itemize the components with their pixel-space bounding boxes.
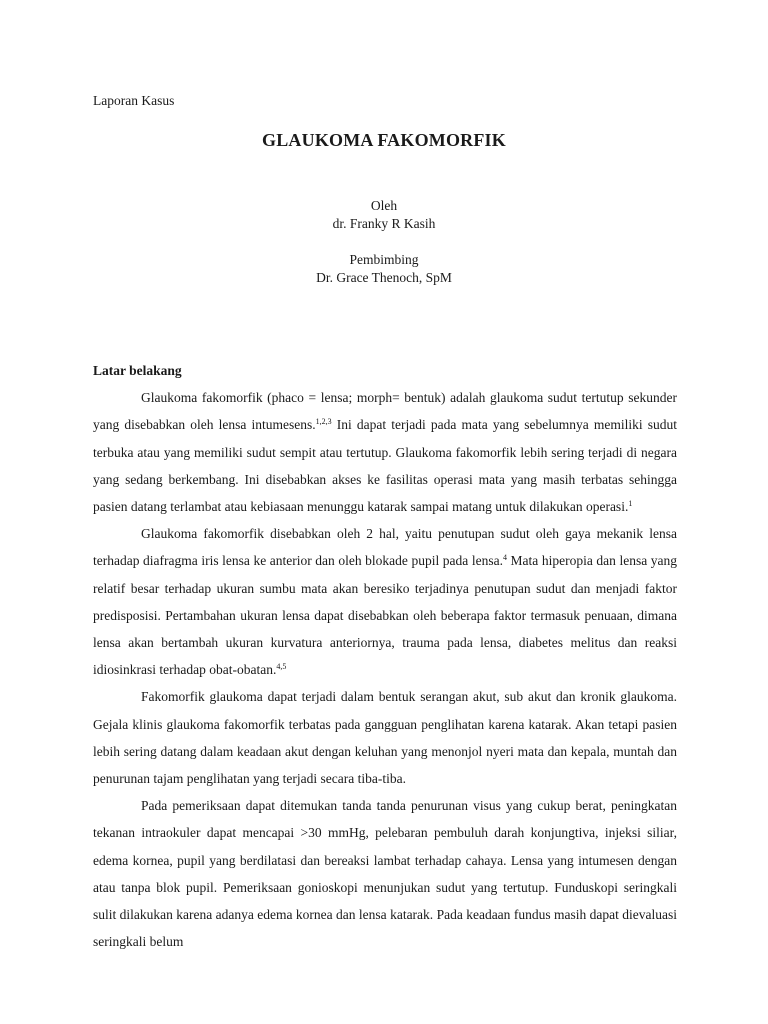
author-name: dr. Franky R Kasih <box>332 216 436 231</box>
citation-superscript: 4,5 <box>276 662 287 672</box>
paragraph <box>93 384 677 520</box>
section-heading: Latar belakang <box>93 363 182 378</box>
citation-superscript: 1,2,3 <box>315 417 332 427</box>
paragraph-text: Ini dapat terjadi pada mata yang sebelumnya memiliki sudut terbuka atau yang memiliki sudut sempit atau tertutup. Glaukoma fakomorfik lebih sering terjadi di negara yang sedang berkembang. Ini disebabkan akses ke fasilitas operasi mata yang masih terbatas sehingga pasien datang terlambat atau kebiasaan menunggu katarak sampai matang untuk dilakukan operasi. <box>93 417 678 515</box>
credits-block <box>0 197 768 287</box>
supervisor-name: Dr. Grace Thenoch, SpM <box>316 270 452 285</box>
citation-superscript: 4 <box>502 553 507 563</box>
supervisor-label: Pembimbing <box>349 252 419 267</box>
body-text <box>93 357 677 955</box>
report-type-label: Laporan Kasus <box>93 93 175 108</box>
document-title: GLAUKOMA FAKOMORFIK <box>262 130 506 150</box>
paragraph-text: Fakomorfik glaukoma dapat terjadi dalam bentuk serangan akut, sub akut dan kronik glaukoma. Gejala klinis glaukoma fakomorfik terbatas pada gangguan penglihatan karena katarak. Akan tetapi pasien lebih sering datang dalam keadaan akut dengan keluhan yang menonjol nyeri mata dan kepala, muntah dan penurunan tajam penglihatan yang terjadi secara tiba-tiba. <box>93 689 677 787</box>
paragraph-list <box>93 384 677 955</box>
citation-superscript: 1 <box>628 499 633 509</box>
paragraph <box>93 683 677 792</box>
credits-spacer <box>0 233 768 251</box>
by-label: Oleh <box>370 198 398 213</box>
paragraph-text: Mata hiperopia dan lensa yang relatif besar terhadap ukuran sumbu mata akan beresiko terjadinya penutupan sudut dan menjadi faktor predisposisi. Pertambahan ukuran lensa dapat disebabkan oleh beberapa faktor termasuk penuaan, dimana lensa akan bertambah ukuran kurvatura anteriornya, trauma pada lensa, diabetes melitus dan reaksi idiosinkrasi terhadap obat-obatan. <box>93 553 677 678</box>
paragraph-text: Pada pemeriksaan dapat ditemukan tanda tanda penurunan visus yang cukup berat, peningkatan tekanan intraokuler dapat mencapai >30 mmHg, pelebaran pembuluh darah konjungtiva, injeksi siliar, edema kornea, pupil yang berdilatasi dan bereaksi lambat terhadap cahaya. Lensa yang intumesen dengan atau tanpa blok pupil. Pemeriksaan gonioskopi menunjukan sudut yang tertutup. Funduskopi seringkali sulit dilakukan karena adanya edema kornea dan lensa katarak. Pada keadaan fundus masih dapat dievaluasi seringkali belum <box>93 798 677 950</box>
paragraph <box>93 792 677 955</box>
paragraph-text: Glaukoma fakomorfik (phaco = lensa; morph= bentuk) adalah glaukoma sudut tertutup sekunder yang disebabkan oleh lensa intumesens. <box>93 390 677 433</box>
paragraph-text: Glaukoma fakomorfik disebabkan oleh 2 hal, yaitu penutupan sudut oleh gaya mekanik lensa terhadap diafragma iris lensa ke anterior dan oleh blokade pupil pada lensa. <box>93 526 677 569</box>
paragraph <box>93 520 677 683</box>
